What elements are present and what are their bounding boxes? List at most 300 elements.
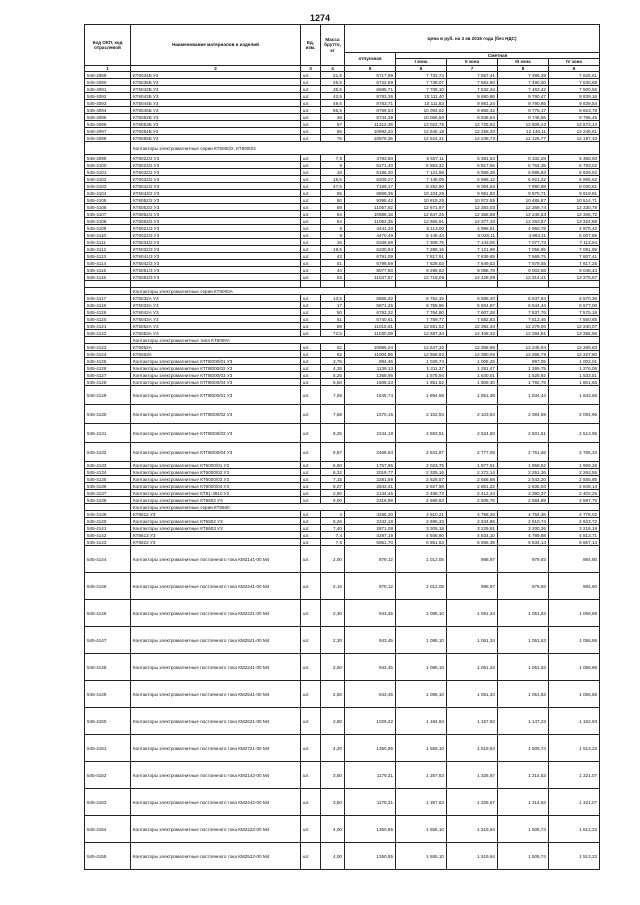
zone1-price-cell: 2 468,73: [396, 490, 447, 497]
code-cell: 545-4114: [85, 260, 131, 267]
zone1-price-cell: 2 325,16: [396, 469, 447, 476]
zone3-price-cell: [498, 281, 549, 288]
zone1-price-cell: 2 023,75: [396, 462, 447, 469]
table-row: [85, 546, 600, 573]
zone2-price-cell: 1 519,64: [447, 816, 498, 843]
zone4-price-cell: 7 625,51: [549, 72, 600, 79]
code-cell: 545-4139: [85, 511, 131, 518]
name-cell: КТ6045Б У3: [131, 107, 301, 114]
zone4-price-cell: 9 048,44: [549, 267, 600, 274]
table-row: [85, 344, 600, 351]
zone1-price-cell: 1 012,05: [396, 546, 447, 573]
zone4-price-cell: 12 187,10: [549, 135, 600, 142]
name-cell: КТ6053А У3: [131, 330, 301, 337]
unit-cell: шт.: [301, 539, 321, 546]
name-cell: Контакторы электромагнитные постоянного тока КМ2241-00 М4: [131, 654, 301, 681]
zone3-price-cell: 7 537,76: [498, 309, 549, 316]
release-price-cell: 1139,13: [345, 365, 396, 372]
code-cell: 545-4128: [85, 379, 131, 386]
zone3-price-cell: 2 543,20: [498, 476, 549, 483]
zone2-price-cell: 2 524,60: [447, 424, 498, 443]
zone4-price-cell: 12 330,78: [549, 204, 600, 211]
release-price-cell: 8769,64: [345, 107, 396, 114]
table-row: [85, 654, 600, 681]
zone2-price-cell: 1 061,34: [447, 627, 498, 654]
zone2-price-cell: 5 381,53: [447, 155, 498, 162]
zone1-price-cell: 7 733,74: [396, 72, 447, 79]
zone4-price-cell: 1 056,86: [549, 681, 600, 708]
name-cell: КТ6622 У3: [131, 539, 301, 546]
section-title: Контакторы электромагнитные серии КТ6600: [131, 504, 600, 511]
mass-cell: 64: [321, 218, 345, 225]
zone1-price-cell: 13 022,76: [396, 121, 447, 128]
mass-cell: 3,50: [321, 789, 345, 816]
zone3-price-cell: 1 051,63: [498, 681, 549, 708]
zone3-price-cell: 12 266,79: [498, 351, 549, 358]
release-price-cell: 6722,59: [345, 79, 396, 86]
code-cell: 545-4098: [85, 135, 131, 142]
table-row: [85, 295, 600, 302]
mass-cell: 44: [321, 267, 345, 274]
mass-cell: 48: [321, 114, 345, 121]
table-row: [85, 155, 600, 162]
code-cell: 545-4125: [85, 358, 131, 365]
table-row: [85, 309, 600, 316]
table-row: [85, 351, 600, 358]
mass-cell: 42,5: [321, 93, 345, 100]
zone4-price-cell: 7 575,18: [549, 309, 600, 316]
table-row: [85, 816, 600, 843]
zone3-price-cell: 2 751,66: [498, 443, 549, 462]
unit-cell: шт.: [301, 497, 321, 504]
mass-cell: 59: [321, 204, 345, 211]
mass-cell: 57: [321, 121, 345, 128]
name-cell: Контакторы электромагнитные КТП6000/03 У3: [131, 424, 301, 443]
zone1-price-cell: 1 851,52: [396, 379, 447, 386]
code-cell: 545-4146: [85, 600, 131, 627]
zone3-price-cell: 10 485,87: [498, 197, 549, 204]
release-price-cell: 1179,31: [345, 762, 396, 789]
release-price-cell: 1350,85: [345, 816, 396, 843]
release-price-cell: 1757,95: [345, 462, 396, 469]
table-row: [85, 162, 600, 169]
zone1-price-cell: 1 012,05: [396, 573, 447, 600]
zone4-price-cell: 1 533,51: [549, 372, 600, 379]
unit-cell: шт.: [301, 843, 321, 870]
release-price-cell: 1350,85: [345, 843, 396, 870]
release-price-cell: 879,12: [345, 546, 396, 573]
code-cell: 545-4148: [85, 654, 131, 681]
release-price-cell: 6717,99: [345, 72, 396, 79]
unit-cell: шт.: [301, 197, 321, 204]
code-cell: 545-4097: [85, 128, 131, 135]
zone2-price-cell: 12 383,03: [447, 204, 498, 211]
zone4-price-cell: 5 358,93: [549, 155, 600, 162]
name-cell: Контакторы электромагнитные КТП6000/02 У3: [131, 365, 301, 372]
release-price-cell: 943,45: [345, 654, 396, 681]
name-cell: КТ6033А У3: [131, 302, 301, 309]
zone1-price-cell: 5 507,11: [396, 155, 447, 162]
header-zone-2: II зона: [447, 59, 498, 65]
code-cell: 545-4117: [85, 295, 131, 302]
zone2-price-cell: 12 428,09: [447, 274, 498, 281]
table-row: [85, 190, 600, 197]
code-cell: 545-4131: [85, 424, 131, 443]
header-estimate-group: Сметная: [396, 53, 600, 59]
table-row: [85, 169, 600, 176]
mass-cell: 2,50: [321, 681, 345, 708]
table-row: [85, 93, 600, 100]
unit-cell: шт.: [301, 330, 321, 337]
zone4-price-cell: 9 839,54: [549, 100, 600, 107]
table-row: [85, 386, 600, 405]
name-cell: Контакторы электромагнитные КТ6602 У3: [131, 518, 301, 525]
zone3-price-cell: 4 950,78: [498, 225, 549, 232]
section-row: [85, 504, 600, 511]
unit-cell: шт.: [301, 627, 321, 654]
zone1-price-cell: 1 894,58: [396, 386, 447, 405]
zone1-price-cell: 1 086,10: [396, 600, 447, 627]
zone1-price-cell: 4 910,21: [396, 511, 447, 518]
unit-cell: шт.: [301, 490, 321, 497]
unit-cell: шт.: [301, 183, 321, 190]
zone3-price-cell: 979,93: [498, 573, 549, 600]
zone2-price-cell: 9 880,86: [447, 93, 498, 100]
name-cell: КТ6044Б У3: [131, 100, 301, 107]
zone1-price-cell: 1 575,94: [396, 372, 447, 379]
unit-cell: шт.: [301, 107, 321, 114]
table-row: [85, 372, 600, 379]
zone2-price-cell: 7 582,83: [447, 316, 498, 323]
zone1-price-cell: 5 953,32: [396, 162, 447, 169]
mass-cell: 5,25: [321, 372, 345, 379]
unit-cell: шт.: [301, 351, 321, 358]
price-table: [84, 24, 600, 870]
zone1-price-cell: 7 708,10: [396, 86, 447, 93]
name-cell: КТ6613 У3: [131, 532, 301, 539]
code-cell: 545-4118: [85, 302, 131, 309]
release-price-cell: 11312,36: [345, 121, 396, 128]
mass-cell: 13,5: [321, 295, 345, 302]
code-cell: 545-4147: [85, 627, 131, 654]
code-cell: 545-4096: [85, 121, 131, 128]
zone3-price-cell: 12 126,77: [498, 135, 549, 142]
name-cell: КТ6034Б У3: [131, 72, 301, 79]
zone2-price-cell: 12 377,10: [447, 218, 498, 225]
zone3-price-cell: 2 501,51: [498, 424, 549, 443]
name-cell: Контакторы электромагнитные КТ6000/02 У3: [131, 469, 301, 476]
zone3-price-cell: 12 269,74: [498, 204, 549, 211]
name-cell: Контакторы электромагнитные постоянного тока КМ2521-00 М4: [131, 627, 301, 654]
header-zone-1: I зона: [396, 59, 447, 65]
zone3-price-cell: 9 746,56: [498, 114, 549, 121]
mass-cell: 21,5: [321, 72, 345, 79]
zone4-price-cell: 2 597,75: [549, 497, 600, 504]
header-mass: Масса брутто, кг: [321, 25, 345, 66]
release-price-cell: 1608,33: [345, 379, 396, 386]
zone3-price-cell: 2 835,04: [498, 483, 549, 490]
zone1-price-cell: 12 524,31: [396, 135, 447, 142]
unit-cell: шт.: [301, 128, 321, 135]
table-row: [85, 762, 600, 789]
unit-cell: шт.: [301, 114, 321, 121]
section-row: [85, 142, 600, 155]
unit-cell: шт.: [301, 469, 321, 476]
table-row: [85, 627, 600, 654]
name-cell: КТ6021/3 У3: [131, 225, 301, 232]
release-price-cell: [345, 281, 396, 288]
release-price-cell: 2144,45: [345, 490, 396, 497]
table-row: [85, 497, 600, 504]
zone2-price-cell: 12 358,96: [447, 344, 498, 351]
name-cell: Контакторы электромагнитные КТ6000/04 У3: [131, 483, 301, 490]
mass-cell: 4,35: [321, 365, 345, 372]
name-cell: Контакторы электромагнитные КТ6603 У3: [131, 525, 301, 532]
table-row: [85, 490, 600, 497]
zone1-price-cell: 2 102,93: [396, 405, 447, 424]
name-cell: Контакторы электромагнитные постоянного тока КМ2142-00 М4: [131, 762, 301, 789]
table-row: [85, 443, 600, 462]
zone1-price-cell: 12 697,34: [396, 330, 447, 337]
zone3-price-cell: 1 505,74: [498, 816, 549, 843]
code-cell: 545-4100: [85, 162, 131, 169]
zone1-price-cell: 7 828,03: [396, 260, 447, 267]
name-cell: КТ6052Б У3: [131, 114, 301, 121]
release-price-cell: 2244,19: [345, 424, 396, 443]
name-cell: КТ6053/3 У3: [131, 274, 301, 281]
release-price-cell: 11015,61: [345, 323, 396, 330]
zone1-price-cell: 12 647,32: [396, 344, 447, 351]
unit-cell: шт.: [301, 358, 321, 365]
code-cell: 545-4119: [85, 309, 131, 316]
mass-cell: 3,75: [321, 358, 345, 365]
zone4-price-cell: 1 513,23: [549, 816, 600, 843]
mass-cell: 7,40: [321, 525, 345, 532]
zone1-price-cell: 1 029,74: [396, 358, 447, 365]
code-cell: 545-4102: [85, 176, 131, 183]
code-cell: 545-4106: [85, 204, 131, 211]
header-code: Код ОКП, код отраслевой: [85, 25, 131, 66]
table-row: [85, 253, 600, 260]
zone2-price-cell: 1 326,67: [447, 789, 498, 816]
zone1-price-cell: 1 086,10: [396, 627, 447, 654]
code-cell: 545-4124: [85, 351, 131, 358]
table-row: [85, 239, 600, 246]
code-cell: [85, 281, 131, 288]
code-cell: 545-4153: [85, 789, 131, 816]
code-cell: 545-4132: [85, 443, 131, 462]
zone4-price-cell: 1 056,86: [549, 600, 600, 627]
release-price-cell: 2871,08: [345, 525, 396, 532]
code-cell: 545-4143: [85, 539, 131, 546]
code-cell: 545-4129: [85, 386, 131, 405]
mass-cell: 6,26: [321, 518, 345, 525]
table-row: [85, 302, 600, 309]
zone2-price-cell: 7 557,41: [447, 72, 498, 79]
mass-cell: 50: [321, 197, 345, 204]
column-index: 5: [345, 65, 396, 71]
zone1-price-cell: 12 545,18: [396, 128, 447, 135]
header-unit: Ед. изм.: [301, 25, 321, 66]
table-row: [85, 330, 600, 337]
table-row: [85, 232, 600, 239]
code-cell: 545-4142: [85, 532, 131, 539]
zone4-price-cell: 2 555,85: [549, 476, 600, 483]
mass-cell: 49,5: [321, 100, 345, 107]
name-cell: КТ6042/3 У3: [131, 260, 301, 267]
code-cell: 545-4109: [85, 225, 131, 232]
code-cell: 545-4137: [85, 490, 131, 497]
release-price-cell: 5871,25: [345, 302, 396, 309]
name-cell: КТ6022/3 У3: [131, 232, 301, 239]
code-cell: 545-4144: [85, 546, 131, 573]
unit-cell: шт.: [301, 176, 321, 183]
zone3-price-cell: 979,93: [498, 546, 549, 573]
table-row: [85, 218, 600, 225]
mass-cell: 25,5: [321, 79, 345, 86]
header-zone-3: III зона: [498, 59, 549, 65]
code-cell: 545-4111: [85, 239, 131, 246]
unit-cell: шт.: [301, 518, 321, 525]
code-cell: 545-4113: [85, 253, 131, 260]
release-price-cell: 943,45: [345, 627, 396, 654]
zone2-price-cell: 5 029,11: [447, 232, 498, 239]
zone2-price-cell: 4 798,26: [447, 511, 498, 518]
name-cell: Контакторы электромагнитные КТП6000/01 У3: [131, 358, 301, 365]
code-cell: [85, 504, 131, 511]
zone3-price-cell: 12 314,41: [498, 274, 549, 281]
unit-cell: шт.: [301, 708, 321, 735]
zone4-price-cell: 984,80: [549, 573, 600, 600]
unit-cell: шт.: [301, 309, 321, 316]
zone3-price-cell: 6 895,63: [498, 169, 549, 176]
unit-cell: шт.: [301, 260, 321, 267]
code-cell: 545-4120: [85, 316, 131, 323]
release-price-cell: 4783,60: [345, 155, 396, 162]
zone2-price-cell: 6 985,12: [447, 176, 498, 183]
mass-cell: 7,68: [321, 405, 345, 424]
zone3-price-cell: 6 537,84: [498, 295, 549, 302]
mass-cell: 35,5: [321, 86, 345, 93]
name-cell: КТ6053/2 У3: [131, 204, 301, 211]
unit-cell: шт.: [301, 405, 321, 424]
zone2-price-cell: 4 834,10: [447, 532, 498, 539]
mass-cell: 18: [321, 169, 345, 176]
table-row: [85, 462, 600, 469]
code-cell: 545-4135: [85, 476, 131, 483]
mass-cell: 4,20: [321, 735, 345, 762]
zone3-price-cell: 7 056,85: [498, 246, 549, 253]
zone1-price-cell: 2 583,51: [396, 424, 447, 443]
table-row: [85, 573, 600, 600]
zone2-price-cell: 7 607,28: [447, 309, 498, 316]
unit-cell: шт.: [301, 218, 321, 225]
zone3-price-cell: 6 544,44: [498, 302, 549, 309]
unit-cell: шт.: [301, 546, 321, 573]
zone4-price-cell: 9 823,78: [549, 107, 600, 114]
code-cell: 545-4089: [85, 72, 131, 79]
zone4-price-cell: 2 402,25: [549, 490, 600, 497]
release-price-cell: 6782,32: [345, 309, 396, 316]
zone3-price-cell: 7 569,75: [498, 253, 549, 260]
mass-cell: 6,32: [321, 469, 345, 476]
code-cell: 545-4116: [85, 274, 131, 281]
unit-cell: шт.: [301, 316, 321, 323]
zone1-price-cell: 1 086,10: [396, 654, 447, 681]
name-cell: Контакторы электромагнитные КТ6000/03 У3: [131, 476, 301, 483]
zone2-price-cell: 1 977,61: [447, 462, 498, 469]
table-row: [85, 518, 600, 525]
zone3-price-cell: 7 463,42: [498, 86, 549, 93]
unit-cell: шт.: [301, 253, 321, 260]
mass-cell: 56,5: [321, 107, 345, 114]
zone2-price-cell: 988,97: [447, 573, 498, 600]
code-cell: 545-4121: [85, 323, 131, 330]
name-cell: КТ6043Б У3: [131, 93, 301, 100]
column-index: 2: [131, 65, 301, 71]
zone2-price-cell: 1 326,67: [447, 762, 498, 789]
release-price-cell: 4470,49: [345, 232, 396, 239]
unit-cell: шт.: [301, 135, 321, 142]
release-price-cell: 8744,39: [345, 114, 396, 121]
code-cell: 545-4141: [85, 525, 131, 532]
zone4-price-cell: 9 795,45: [549, 114, 600, 121]
header-price-group: Цена в руб. на 3 кв 2016 года (без НДС): [345, 25, 600, 53]
table-row: [85, 267, 600, 274]
zone2-price-cell: 1 519,64: [447, 843, 498, 870]
mass-cell: 4,00: [321, 843, 345, 870]
zone1-price-cell: 12 681,52: [396, 323, 447, 330]
unit-cell: шт.: [301, 162, 321, 169]
release-price-cell: 6685,71: [345, 86, 396, 93]
zone2-price-cell: 1 061,34: [447, 600, 498, 627]
name-cell: КТ6043/2 У3: [131, 190, 301, 197]
zone2-price-cell: 7 532,34: [447, 86, 498, 93]
unit-cell: шт.: [301, 267, 321, 274]
zone2-price-cell: 2 566,68: [447, 476, 498, 483]
zone2-price-cell: 1 157,82: [447, 708, 498, 735]
zone2-price-cell: 12 358,88: [447, 211, 498, 218]
unit-cell: шт.: [301, 573, 321, 600]
zone3-price-cell: 6 921,22: [498, 176, 549, 183]
name-cell: КТ6032А У3: [131, 295, 301, 302]
code-cell: 545-4123: [85, 344, 131, 351]
zone2-price-cell: 2 412,44: [447, 490, 498, 497]
zone3-price-cell: 1 314,53: [498, 789, 549, 816]
zone1-price-cell: 2 696,33: [396, 518, 447, 525]
zone1-price-cell: 5 113,00: [396, 225, 447, 232]
code-cell: [85, 288, 131, 295]
table-row: [85, 379, 600, 386]
zone2-price-cell: 1 540,01: [447, 372, 498, 379]
zone2-price-cell: [447, 281, 498, 288]
zone2-price-cell: 4 996,51: [447, 225, 498, 232]
table-row: [85, 316, 600, 323]
section-title: Контакторы электромагнитные серии КТ6000А: [131, 288, 600, 295]
code-cell: 545-4134: [85, 469, 131, 476]
release-price-cell: 6186,30: [345, 169, 396, 176]
zone1-price-cell: 12 718,09: [396, 274, 447, 281]
release-price-cell: 894,46: [345, 358, 396, 365]
mass-cell: 5,60: [321, 462, 345, 469]
mass-cell: 7,6: [321, 539, 345, 546]
zone1-price-cell: 12 647,25: [396, 211, 447, 218]
release-price-cell: 5951,70: [345, 539, 396, 546]
zone1-price-cell: 7 817,91: [396, 253, 447, 260]
release-price-cell: 943,45: [345, 681, 396, 708]
zone2-price-cell: 9 836,54: [447, 114, 498, 121]
unit-cell: шт.: [301, 246, 321, 253]
